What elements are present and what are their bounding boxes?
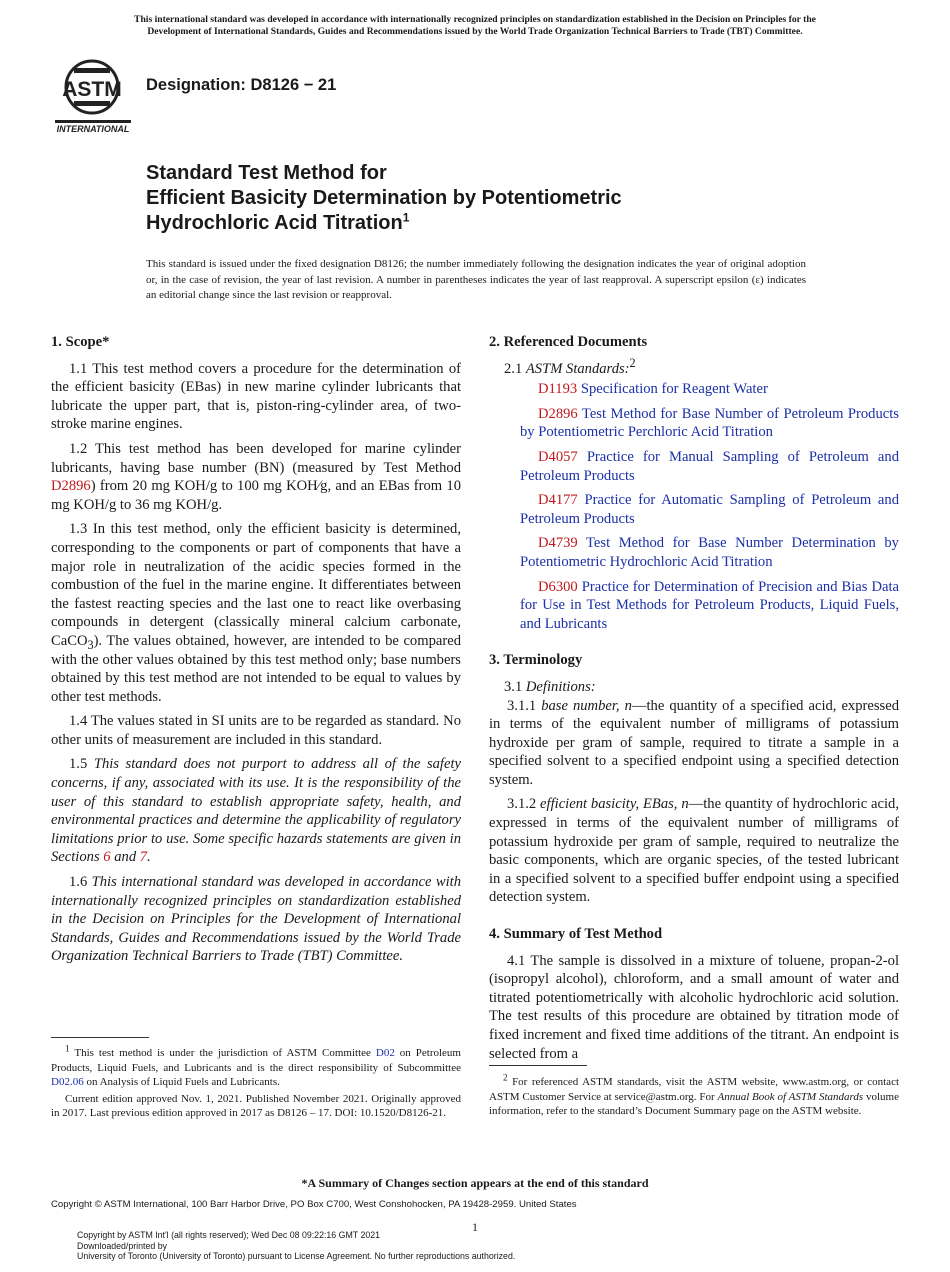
term-base-number: 3.1.1 base number, n—the quantity of a specified acid, expressed in terms of the equivalent number of milligrams of potassium hydroxide per gram of sample, required to titrate a sample in a specified solvent to a specified endpoint using a specified detection system. xyxy=(489,697,899,788)
section-heading-summary: 4. Summary of Test Method xyxy=(489,926,663,943)
notice-line-1: This international standard was developed in accordance with internationally recognized principles on standardization established in the Decision on Principles for the xyxy=(134,14,816,25)
paragraph-4-1: 4.1 The sample is dissolved in a mixture of toluene, propan-2-ol (isopropyl alcohol), chloroform, and a small amount of water and titrated potentiometrically with alcoholic hydrochloric acid solution. The test results of this procedure are obtained by titration mode of fixed increment and fixed time additions of the titrant. An endpoint is selected from a xyxy=(489,952,899,1062)
paragraph-1-5: 1.5 This standard does not purport to address all of the safety concerns, if any, associated with its use. It is the responsibility of the user of this standard to establish appropriate safety, health, and environmental practices and determine the applicability of regulatory limitations prior to use. Some specific hazards statements are given in Sections 6 and 7. xyxy=(51,756,461,866)
referenced-item xyxy=(489,380,899,399)
paragraph-1-6: 1.6 This international standard was developed in accordance with internationally recognized principles on standardization established in the Decision on Principles for the Development of International Standards, Guides and Recommendations issued by the World Trade Organization Technical Barriers to Trade (TBT) Committee. xyxy=(51,874,462,965)
link-section-6[interactable]: 6 xyxy=(103,849,111,866)
right-column xyxy=(489,333,899,1069)
license-line-2: Downloaded/printed by xyxy=(77,1240,167,1251)
paragraph-1-1: 1.1 This test method covers a procedure for the determination of the efficient basicity (EBas) in new marine cylinder lubricants that lubricate the upper part, that is, piston-ring-cylinder area, of two-stroke marine engines. xyxy=(51,360,461,433)
link-d02[interactable]: D02 xyxy=(375,1047,395,1059)
referenced-title-link[interactable]: Specification for Reagent Water xyxy=(580,381,768,398)
summary-of-changes-note: *A Summary of Changes section appears at the end of this standard xyxy=(301,1176,649,1190)
link-section-7[interactable]: 7 xyxy=(139,849,148,866)
term-efficient-basicity: 3.1.2 efficient basicity, EBas, n—the quantity of hydrochloric acid, expressed in terms of the equivalent number of milligrams of potassium hydroxide per gram of sample, required to neutralize the basic components, which are organic species, of the tested lubricant in a specified solvent to a specified buffer endpoint using a specified detection system. xyxy=(489,796,899,906)
referenced-title-link[interactable]: Practice for Automatic Sampling of Petroleum and Petroleum Products xyxy=(520,492,900,527)
astm-standards-label: 2.1 ASTM Standards:$^2$ xyxy=(504,355,636,377)
referenced-title-link[interactable]: Test Method for Base Number Determination by Potentiometric Hydrochloric Acid Titration xyxy=(520,535,899,570)
footnote-rule-left xyxy=(51,1037,149,1038)
license-line-1: Copyright by ASTM Int'l (all rights reserved); Wed Dec 08 09:22:16 GMT 2021 xyxy=(77,1230,381,1240)
referenced-title-link[interactable]: Practice for Determination of Precision and Bias Data for Use in Test Methods for Petroleum Products, Liquid Fuels, and Lubricants xyxy=(520,578,899,632)
left-column xyxy=(51,333,461,972)
footnote-edition: Current edition approved Nov. 1, 2021. Published November 2021. Originally approved in 2017. Last previous edition approved in 2017 as D8126 – 17. DOI: 10.1520/D8126-21. xyxy=(51,1092,461,1120)
referenced-list xyxy=(489,380,899,633)
title-line-2: Efficient Basicity Determination by Potentiometric xyxy=(146,187,622,209)
document-title xyxy=(146,161,622,236)
paragraph-1-4: 1.4 The values stated in SI units are to be regarded as standard. No other units of measurement are included in this standard. xyxy=(51,713,461,748)
referenced-code-link[interactable]: D4057 xyxy=(538,448,578,465)
referenced-title-link[interactable]: Test Method for Base Number of Petroleum Products by Potentiometric Perchloric Acid Titration xyxy=(520,405,899,441)
footnote-1: $^1$ This test method is under the jurisdiction of ASTM Committee D02 on Petroleum Products, Liquid Fuels, and Lubricants and is the direct responsibility of Subcommittee D02.06 on Analysis of Liquid Fuels and Lubricants. Current edition approved Nov. 1, 2021. Published November 2021. Originally approved in 2017. Last previous edition approved in 2017 as D8126 – 17. DOI: 10.1520/D8126-21. xyxy=(51,1043,461,1120)
designation-intro: This standard is issued under the fixed designation D8126; the number immediately following the designation indicates the year of original adoption or, in the case of revision, the year of last revision. A number in parentheses indicates the year of last reapproval. A superscript epsilon (ε) indicates an editorial change since the last revision or reapproval. xyxy=(146,258,806,301)
referenced-code-link[interactable]: D4739 xyxy=(538,535,578,552)
referenced-title-link[interactable]: Practice for Manual Sampling of Petroleum and Petroleum Products xyxy=(520,448,899,484)
referenced-code-link[interactable]: D4177 xyxy=(538,492,578,509)
designation: Designation: D8126 − 21 xyxy=(146,76,337,94)
page-number: 1 xyxy=(472,1220,478,1234)
footnote-rule-right xyxy=(489,1065,587,1066)
tbt-notice xyxy=(40,14,910,38)
license-line-3: University of Toronto (University of Toronto) pursuant to License Agreement. No further reproductions authorized. xyxy=(77,1251,516,1261)
copyright-line: Copyright © ASTM International, 100 Barr Harbor Drive, PO Box C700, West Conshohocken, PA 19428-2959. United States xyxy=(51,1199,577,1210)
title-line-3: Hydrochloric Acid Titration xyxy=(146,212,403,234)
referenced-item xyxy=(489,491,899,528)
astm-logo-mark-icon xyxy=(52,58,134,134)
svg-text:INTERNATIONAL: INTERNATIONAL xyxy=(56,124,130,134)
referenced-code-link[interactable]: D1193 xyxy=(538,381,578,398)
definitions-label: 3.1 Definitions: xyxy=(504,678,596,695)
footnote-2: $^2$ For referenced ASTM standards, visit the ASTM website, www.astm.org, or contact ASTM Customer Service at service@astm.org. For Annual Book of ASTM Standards volume information, refer to the standard’s Document Summary page on the ASTM website. xyxy=(489,1072,900,1118)
referenced-item xyxy=(489,578,899,634)
link-d02-06[interactable]: D02.06 xyxy=(51,1076,84,1089)
paragraph-1-2: 1.2 This test method has been developed for marine cylinder lubricants, having base number (BN) (measured by Test Method D2896) from 20 mg KOH/g to 100 mg KOH⁄g, and an EBas from 10 mg KOH/g to 36 mg KOH/g. xyxy=(51,440,461,513)
paragraph-1-3: 1.3 In this test method, only the efficient basicity is determined, corresponding to the components or part of components that have a major role in neutralization of the acidic species formed in the combustion of the fuel in the marine engine. It differentiates between the fastest reacting species and the last one to react like overbasing compounds in detergent (classically mineral calcium carbonate, CaCO$_3$). The values obtained, however, are intended to be compared with the other values obtained by this test method only; base numbers obtained by this test method are not intended to be equal to values by other test methods. xyxy=(51,521,461,705)
link-d2896[interactable]: D2896 xyxy=(51,478,91,495)
section-heading-referenced: 2. Referenced Documents xyxy=(489,334,648,350)
title-footnote-mark: 1 xyxy=(402,210,410,225)
svg-text:ASTM: ASTM xyxy=(62,78,122,101)
title-line-1: Standard Test Method for xyxy=(146,162,387,184)
referenced-code-link[interactable]: D6300 xyxy=(538,578,578,595)
referenced-item xyxy=(489,448,899,485)
section-heading-terminology: 3. Terminology xyxy=(489,652,583,669)
referenced-item xyxy=(489,534,899,571)
notice-line-2: Development of International Standards, Guides and Recommendations issued by the World Trade Organization Technical Barriers to Trade (TBT) Committee. xyxy=(147,26,803,37)
referenced-item xyxy=(489,405,899,442)
referenced-code-link[interactable]: D2896 xyxy=(538,405,578,422)
section-heading-scope: 1. Scope* xyxy=(51,334,110,350)
license-block xyxy=(77,1230,515,1262)
astm-logo xyxy=(52,58,134,134)
